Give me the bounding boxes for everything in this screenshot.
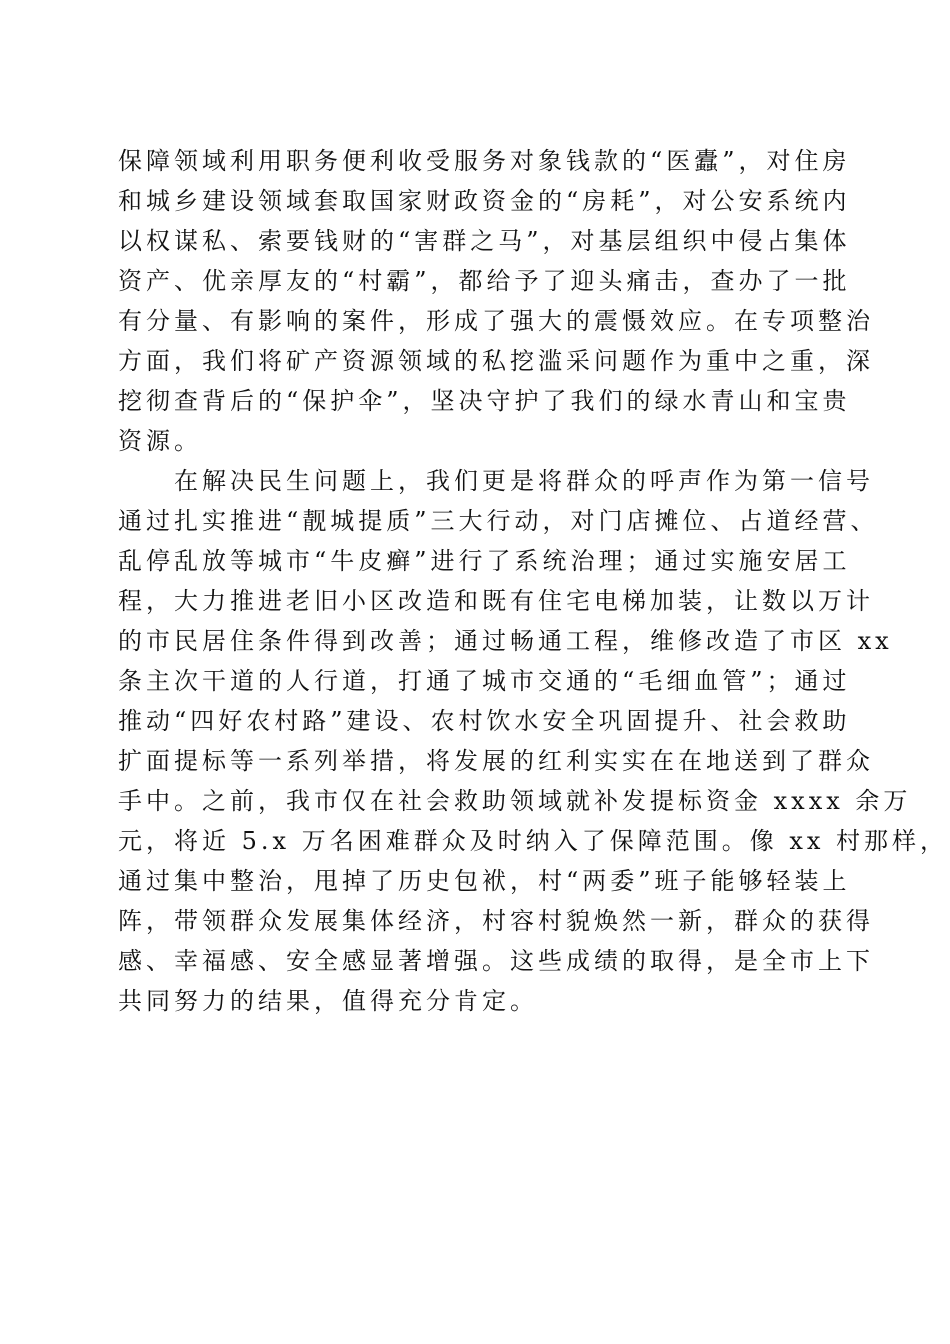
text-line: 通过扎实推进“靓城提质”三大行动，对门店摊位、占道经营、 <box>118 507 879 535</box>
text-line: 手中。之前，我市仅在社会救助领域就补发提标资金 xxxx 余万 <box>118 787 912 815</box>
document-body <box>118 141 949 1021</box>
text-line: 资源。 <box>118 427 202 455</box>
text-line: 以权谋私、索要钱财的“害群之马”，对基层组织中侵占集体 <box>118 227 851 255</box>
paragraph-2 <box>118 461 949 1021</box>
text-line: 扩面提标等一系列举措，将发展的红利实实在在地送到了群众 <box>118 747 874 775</box>
text-line: 和城乡建设领域套取国家财政资金的“房耗”，对公安系统内 <box>118 187 851 215</box>
text-line: 元，将近 5.x 万名困难群众及时纳入了保障范围。像 xx 村那样， <box>118 827 949 855</box>
text-line: 通过集中整治，甩掉了历史包袱，村“两委”班子能够轻装上 <box>118 867 851 895</box>
text-line: 阵，带领群众发展集体经济，村容村貌焕然一新，群众的获得 <box>118 907 874 935</box>
paragraph-1 <box>118 141 874 461</box>
text-line: 乱停乱放等城市“牛皮癣”进行了系统治理；通过实施安居工 <box>118 547 851 575</box>
text-line: 共同努力的结果，值得充分肯定。 <box>118 987 538 1015</box>
text-line: 挖彻查背后的“保护伞”，坚决守护了我们的绿水青山和宝贵 <box>118 387 851 415</box>
text-line: 感、幸福感、安全感显著增强。这些成绩的取得，是全市上下 <box>118 947 874 975</box>
text-line: 条主次干道的人行道，打通了城市交通的“毛细血管”；通过 <box>118 667 851 695</box>
text-line: 保障领域利用职务便利收受服务对象钱款的“医蠹”，对住房 <box>118 147 851 175</box>
text-line: 资产、优亲厚友的“村霸”，都给予了迎头痛击，查办了一批 <box>118 267 851 295</box>
text-line: 有分量、有影响的案件，形成了强大的震慑效应。在专项整治 <box>118 307 874 335</box>
text-line: 在解决民生问题上，我们更是将群众的呼声作为第一信号 <box>174 467 874 495</box>
text-line: 方面，我们将矿产资源领域的私挖滥采问题作为重中之重，深 <box>118 347 874 375</box>
text-line: 推动“四好农村路”建设、农村饮水安全巩固提升、社会救助 <box>118 707 851 735</box>
text-line: 的市民居住条件得到改善；通过畅通工程，维修改造了市区 xx <box>118 627 893 655</box>
text-line: 程，大力推进老旧小区改造和既有住宅电梯加装，让数以万计 <box>118 587 874 615</box>
